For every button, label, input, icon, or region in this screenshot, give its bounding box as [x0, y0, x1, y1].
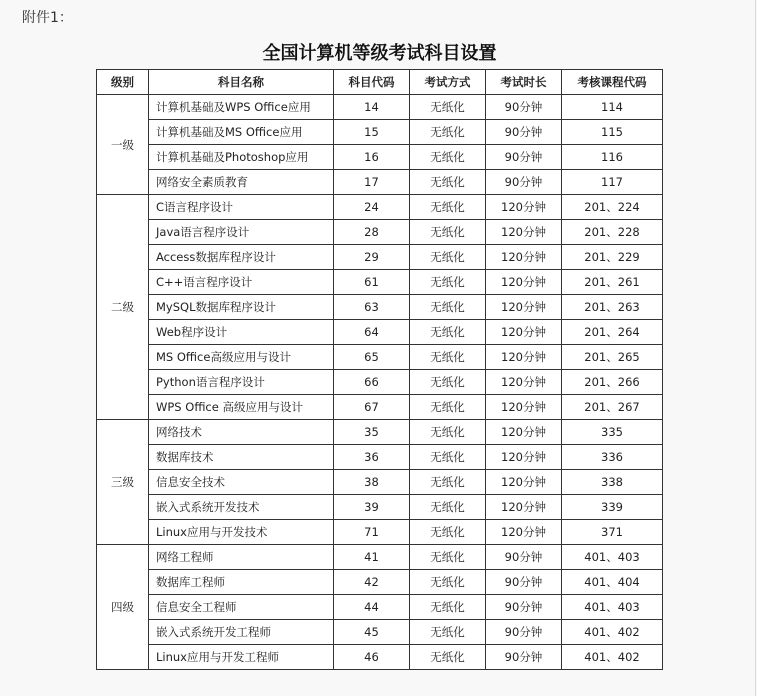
course-code-cell: 336 — [562, 445, 663, 470]
exam-duration-cell: 120分钟 — [486, 420, 562, 445]
table-row — [97, 420, 663, 445]
exam-method-cell: 无纸化 — [410, 395, 486, 420]
exam-method-cell: 无纸化 — [410, 170, 486, 195]
exam-duration-cell: 120分钟 — [486, 370, 562, 395]
exam-method-cell: 无纸化 — [410, 245, 486, 270]
exam-method-cell: 无纸化 — [410, 120, 486, 145]
table-row — [97, 145, 663, 170]
exam-method-cell: 无纸化 — [410, 270, 486, 295]
exam-duration-cell: 120分钟 — [486, 445, 562, 470]
exam-duration-cell: 90分钟 — [486, 170, 562, 195]
course-code-cell: 201、265 — [562, 345, 663, 370]
exam-method-cell: 无纸化 — [410, 220, 486, 245]
subject-code-cell: 39 — [334, 495, 410, 520]
exam-method-cell: 无纸化 — [410, 345, 486, 370]
subject-name-cell: 嵌入式系统开发工程师 — [149, 620, 334, 645]
subject-name-cell: 嵌入式系统开发技术 — [149, 495, 334, 520]
exam-duration-cell: 90分钟 — [486, 120, 562, 145]
header-subject-code: 科目代码 — [334, 70, 410, 95]
subject-name-cell: 网络技术 — [149, 420, 334, 445]
table-row — [97, 220, 663, 245]
subject-code-cell: 71 — [334, 520, 410, 545]
subject-code-cell: 24 — [334, 195, 410, 220]
table-body — [97, 95, 663, 670]
header-level: 级别 — [97, 70, 149, 95]
subject-name-cell: 计算机基础及MS Office应用 — [149, 120, 334, 145]
exam-duration-cell: 90分钟 — [486, 95, 562, 120]
course-code-cell: 401、403 — [562, 595, 663, 620]
subject-code-cell: 15 — [334, 120, 410, 145]
exam-duration-cell: 90分钟 — [486, 645, 562, 670]
exam-duration-cell: 120分钟 — [486, 470, 562, 495]
exam-method-cell: 无纸化 — [410, 570, 486, 595]
table-row — [97, 495, 663, 520]
subject-name-cell: C++语言程序设计 — [149, 270, 334, 295]
subject-code-cell: 42 — [334, 570, 410, 595]
exam-method-cell: 无纸化 — [410, 520, 486, 545]
subject-name-cell: 数据库工程师 — [149, 570, 334, 595]
course-code-cell: 201、261 — [562, 270, 663, 295]
header-course-code: 考核课程代码 — [562, 70, 663, 95]
subject-name-cell: Python语言程序设计 — [149, 370, 334, 395]
subject-code-cell: 41 — [334, 545, 410, 570]
subject-code-cell: 36 — [334, 445, 410, 470]
page-title: 全国计算机等级考试科目设置 — [262, 43, 497, 64]
exam-method-cell: 无纸化 — [410, 320, 486, 345]
exam-method-cell: 无纸化 — [410, 370, 486, 395]
subject-name-cell: 网络安全素质教育 — [149, 170, 334, 195]
subject-code-cell: 61 — [334, 270, 410, 295]
subject-name-cell: 网络工程师 — [149, 545, 334, 570]
exam-method-cell: 无纸化 — [410, 595, 486, 620]
subject-code-cell: 44 — [334, 595, 410, 620]
subject-code-cell: 63 — [334, 295, 410, 320]
attachment-label: 附件1： — [22, 10, 73, 26]
course-code-cell: 401、402 — [562, 620, 663, 645]
exam-duration-cell: 120分钟 — [486, 245, 562, 270]
table-row — [97, 370, 663, 395]
exam-duration-cell: 120分钟 — [486, 320, 562, 345]
subject-name-cell: 信息安全技术 — [149, 470, 334, 495]
subject-name-cell: Web程序设计 — [149, 320, 334, 345]
header-exam-method: 考试方式 — [410, 70, 486, 95]
exam-method-cell: 无纸化 — [410, 545, 486, 570]
table-row — [97, 95, 663, 120]
table-row — [97, 395, 663, 420]
exam-method-cell: 无纸化 — [410, 620, 486, 645]
course-code-cell: 201、228 — [562, 220, 663, 245]
exam-duration-cell: 120分钟 — [486, 345, 562, 370]
table-row — [97, 445, 663, 470]
exam-method-cell: 无纸化 — [410, 645, 486, 670]
subject-code-cell: 64 — [334, 320, 410, 345]
exam-method-cell: 无纸化 — [410, 470, 486, 495]
subject-code-cell: 38 — [334, 470, 410, 495]
course-code-cell: 401、403 — [562, 545, 663, 570]
table-header-row — [97, 70, 663, 95]
exam-duration-cell: 120分钟 — [486, 220, 562, 245]
course-code-cell: 114 — [562, 95, 663, 120]
table-row — [97, 520, 663, 545]
subject-code-cell: 29 — [334, 245, 410, 270]
subject-code-cell: 14 — [334, 95, 410, 120]
subject-code-cell: 65 — [334, 345, 410, 370]
exam-method-cell: 无纸化 — [410, 295, 486, 320]
course-code-cell: 401、404 — [562, 570, 663, 595]
course-code-cell: 201、229 — [562, 245, 663, 270]
level-cell: 四级 — [97, 545, 149, 670]
table-row — [97, 545, 663, 570]
course-code-cell: 339 — [562, 495, 663, 520]
exam-duration-cell: 120分钟 — [486, 495, 562, 520]
level-cell: 一级 — [97, 95, 149, 195]
subject-code-cell: 16 — [334, 145, 410, 170]
subject-code-cell: 45 — [334, 620, 410, 645]
course-code-cell: 201、267 — [562, 395, 663, 420]
table-row — [97, 195, 663, 220]
subject-name-cell: WPS Office 高级应用与设计 — [149, 395, 334, 420]
exam-method-cell: 无纸化 — [410, 195, 486, 220]
table-row — [97, 570, 663, 595]
table-row — [97, 320, 663, 345]
exam-method-cell: 无纸化 — [410, 95, 486, 120]
course-code-cell: 401、402 — [562, 645, 663, 670]
subject-name-cell: Access数据库程序设计 — [149, 245, 334, 270]
course-code-cell: 201、264 — [562, 320, 663, 345]
subject-code-cell: 46 — [334, 645, 410, 670]
course-code-cell: 335 — [562, 420, 663, 445]
table-row — [97, 120, 663, 145]
exam-subject-table — [96, 69, 663, 670]
subject-code-cell: 28 — [334, 220, 410, 245]
table-row — [97, 170, 663, 195]
exam-duration-cell: 120分钟 — [486, 295, 562, 320]
exam-method-cell: 无纸化 — [410, 495, 486, 520]
subject-name-cell: Java语言程序设计 — [149, 220, 334, 245]
level-cell: 三级 — [97, 420, 149, 545]
exam-duration-cell: 120分钟 — [486, 195, 562, 220]
exam-method-cell: 无纸化 — [410, 420, 486, 445]
subject-name-cell: Linux应用与开发工程师 — [149, 645, 334, 670]
exam-duration-cell: 90分钟 — [486, 570, 562, 595]
course-code-cell: 371 — [562, 520, 663, 545]
table-row — [97, 345, 663, 370]
exam-duration-cell: 90分钟 — [486, 620, 562, 645]
table-row — [97, 645, 663, 670]
table-row — [97, 245, 663, 270]
course-code-cell: 201、266 — [562, 370, 663, 395]
subject-name-cell: 计算机基础及Photoshop应用 — [149, 145, 334, 170]
table-row — [97, 470, 663, 495]
course-code-cell: 201、263 — [562, 295, 663, 320]
table-row — [97, 620, 663, 645]
exam-duration-cell: 90分钟 — [486, 145, 562, 170]
course-code-cell: 117 — [562, 170, 663, 195]
table-row — [97, 270, 663, 295]
subject-name-cell: Linux应用与开发技术 — [149, 520, 334, 545]
header-exam-duration: 考试时长 — [486, 70, 562, 95]
subject-code-cell: 66 — [334, 370, 410, 395]
subject-name-cell: 计算机基础及WPS Office应用 — [149, 95, 334, 120]
subject-name-cell: C语言程序设计 — [149, 195, 334, 220]
exam-duration-cell: 120分钟 — [486, 395, 562, 420]
table-row — [97, 595, 663, 620]
subject-code-cell: 35 — [334, 420, 410, 445]
exam-duration-cell: 90分钟 — [486, 545, 562, 570]
exam-duration-cell: 120分钟 — [486, 270, 562, 295]
header-subject-name: 科目名称 — [149, 70, 334, 95]
exam-duration-cell: 90分钟 — [486, 595, 562, 620]
course-code-cell: 116 — [562, 145, 663, 170]
subject-name-cell: 信息安全工程师 — [149, 595, 334, 620]
subject-code-cell: 67 — [334, 395, 410, 420]
level-cell: 二级 — [97, 195, 149, 420]
course-code-cell: 338 — [562, 470, 663, 495]
exam-method-cell: 无纸化 — [410, 145, 486, 170]
subject-name-cell: 数据库技术 — [149, 445, 334, 470]
table-row — [97, 295, 663, 320]
course-code-cell: 115 — [562, 120, 663, 145]
subject-code-cell: 17 — [334, 170, 410, 195]
exam-method-cell: 无纸化 — [410, 445, 486, 470]
exam-duration-cell: 120分钟 — [486, 520, 562, 545]
subject-name-cell: MySQL数据库程序设计 — [149, 295, 334, 320]
subject-name-cell: MS Office高级应用与设计 — [149, 345, 334, 370]
course-code-cell: 201、224 — [562, 195, 663, 220]
